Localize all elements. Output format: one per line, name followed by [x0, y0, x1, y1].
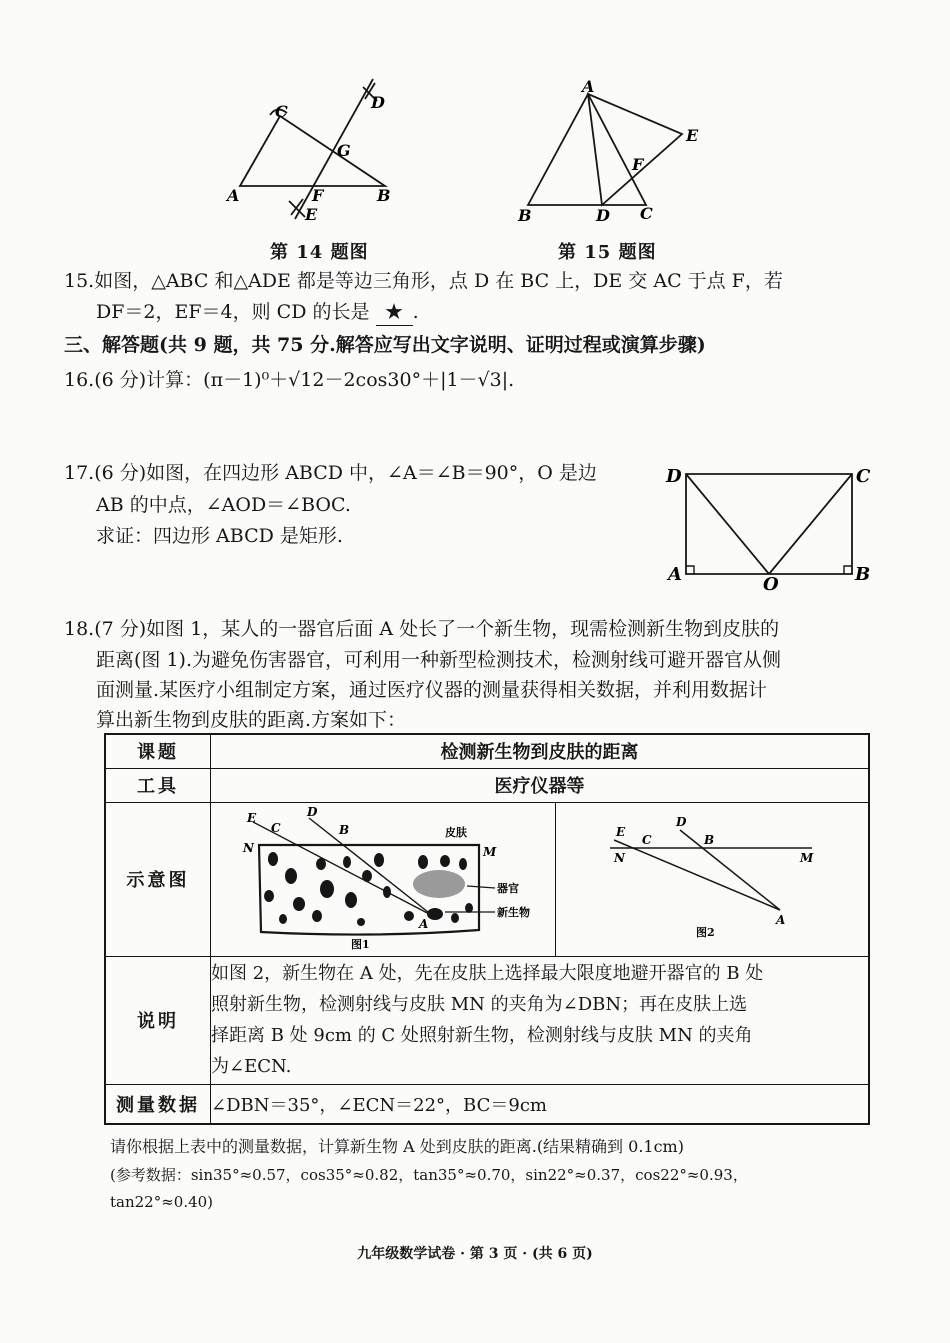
label-a: A [419, 917, 429, 931]
q17-line1: 17.(6 分)如图，在四边形 ABCD 中，∠A＝∠B＝90°，O 是边 [64, 462, 597, 484]
label-e: E [305, 205, 318, 224]
label-c: C [271, 821, 281, 835]
growth-a [427, 908, 443, 920]
label-f: F [312, 186, 324, 205]
q18-after2: (参考数据：sin35°≈0.57，cos35°≈0.82，tan35°≈0.70，sin22°≈0.37，cos22°≈0.93， [110, 1166, 748, 1184]
label-m: M [800, 851, 814, 865]
explain-line-4: 为∠ECN. [211, 1056, 292, 1077]
figure-1-caption: 图1 [351, 938, 370, 951]
q15-line1: 15.如图，△ABC 和△ADE 都是等边三角形，点 D 在 BC 上，DE 交 AC 于点 F，若 [64, 270, 783, 292]
figure-2-cell [556, 802, 870, 956]
label-a: A [227, 186, 240, 205]
segment-oc [769, 474, 852, 574]
explain-line-3: 择距离 B 处 9cm 的 C 处照射新生物，检测射线与皮肤 MN 的夹角 [211, 1025, 753, 1046]
triangle-ade [588, 94, 682, 205]
label-o: O [763, 574, 779, 594]
label-g: G [337, 141, 351, 160]
label-b: B [855, 564, 871, 585]
q18-line4: 算出新生物到皮肤的距离.方案如下： [96, 709, 407, 731]
label-d: D [676, 815, 687, 829]
label-f: F [632, 155, 644, 174]
label-d: D [596, 206, 610, 225]
q17-line2: AB 的中点，∠AOD＝∠BOC. [96, 494, 351, 516]
explain-line-1: 如图 2，新生物在 A 处，先在皮肤上选择最大限度地避开器官的 B 处 [211, 963, 764, 984]
q15-end: . [412, 301, 419, 323]
label-d: D [307, 805, 318, 819]
plan-table [104, 733, 870, 1125]
label-e: E [686, 126, 699, 145]
topic-value: 检测新生物到皮肤的距离 [211, 734, 870, 768]
figure-2 [556, 804, 866, 954]
explain-line-2: 照射新生物，检测射线与皮肤 MN 的夹角为∠DBN；再在皮肤上选 [211, 994, 748, 1015]
triangle-abc [240, 116, 385, 186]
figure-14-caption: 第 14 题图 [270, 242, 369, 263]
page-footer: 九年级数学试卷 · 第 3 页 · (共 6 页) [357, 1246, 593, 1262]
label-c: C [642, 833, 652, 847]
label-e: E [616, 825, 626, 839]
label-d: D [371, 93, 385, 112]
explain-label: 说明 [105, 956, 211, 1084]
figure-14 [225, 75, 405, 225]
label-b: B [518, 206, 532, 225]
figure-17 [662, 458, 882, 594]
q18-line2: 距离(图 1).为避免伤害器官，可利用一种新型检测技术，检测射线可避开器官从侧 [96, 649, 781, 671]
q18-line3: 面测量.某医疗小组制定方案，通过医疗仪器的测量获得相关数据，并利用数据计 [96, 679, 768, 701]
label-c: C [275, 102, 288, 121]
label-a: A [668, 564, 682, 585]
diagram-label: 示意图 [105, 802, 211, 956]
ray-db [309, 818, 433, 916]
organ-label: 器官 [497, 882, 519, 895]
figure-1 [211, 804, 551, 954]
explain-cell [211, 956, 870, 1084]
data-label: 测量数据 [105, 1084, 211, 1124]
label-n: N [614, 851, 625, 865]
q15-text: DF＝2，EF＝4，则 CD 的长是 [96, 301, 370, 323]
label-c: C [856, 466, 871, 487]
q18-after3: tan22°≈0.40) [110, 1193, 214, 1211]
data-value: ∠DBN＝35°，∠ECN＝22°，BC＝9cm [211, 1084, 870, 1124]
label-m: M [483, 845, 497, 859]
label-e: E [247, 811, 257, 825]
skin-label: 皮肤 [445, 826, 467, 839]
label-d: D [666, 466, 682, 487]
q18-line1: 18.(7 分)如图 1，某人的一器官后面 A 处长了一个新生物，现需检测新生物到皮肤的 [64, 618, 780, 640]
label-b: B [704, 833, 715, 847]
ray-ec [614, 840, 780, 910]
figure-15 [510, 78, 710, 226]
figure-2-caption: 图2 [696, 926, 715, 939]
label-c: C [640, 204, 653, 223]
figure-15-caption: 第 15 题图 [558, 242, 657, 263]
right-angle-b [844, 566, 852, 574]
right-angle-a [686, 566, 694, 574]
q17-line3: 求证：四边形 ABCD 是矩形. [96, 525, 343, 547]
figure-1-cell [211, 802, 556, 956]
label-b: B [377, 186, 391, 205]
q15-answer-blank: ★ [376, 299, 413, 326]
label-b: B [339, 823, 350, 837]
q18-after1: 请你根据上表中的测量数据，计算新生物 A 处到皮肤的距离.(结果精确到 0.1cm) [110, 1137, 684, 1156]
q16: 16.(6 分)计算：(π－1)⁰＋√12－2cos30°＋|1－√3|. [64, 369, 515, 391]
bisector-line [295, 79, 373, 219]
segment-od [686, 474, 769, 574]
label-n: N [243, 841, 254, 855]
label-a: A [776, 913, 786, 927]
label-a: A [582, 78, 595, 96]
section-3-heading: 三、解答题(共 9 题，共 75 分.解答应写出文字说明、证明过程或演算步骤) [64, 334, 706, 356]
growth-label: 新生物 [497, 906, 530, 919]
q15-line2 [96, 297, 419, 327]
tool-value: 医疗仪器等 [211, 768, 870, 802]
topic-label: 课题 [105, 734, 211, 768]
tool-label: 工具 [105, 768, 211, 802]
rectangle-abcd [686, 474, 852, 574]
ray-db [680, 830, 780, 910]
organ-shape [413, 870, 465, 898]
